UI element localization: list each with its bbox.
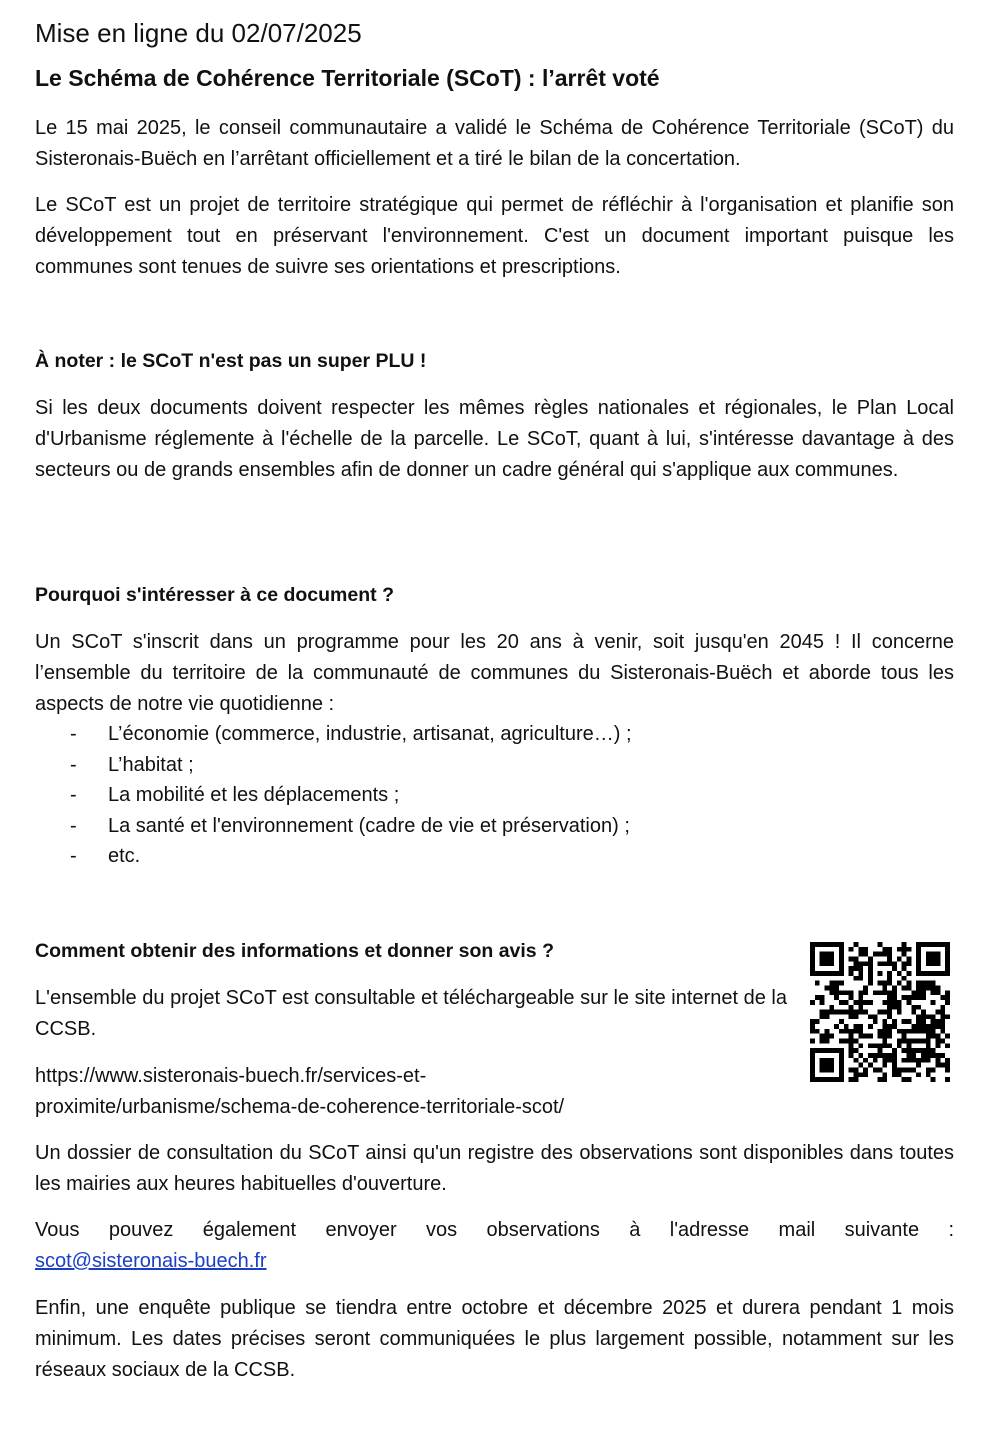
intro-paragraph-2: Le SCoT est un projet de territoire stratégique qui permet de réfléchir à l'organisation et planifie son développement tout en préservant l'environnement. C'est un document important puisque les communes sont tenues de suivre ses orientations et prescriptions. [35, 194, 954, 278]
info-heading: Comment obtenir des informations et donner son avis ? [35, 940, 554, 962]
list-item [35, 841, 954, 872]
list-item-text: L’habitat ; [108, 753, 194, 776]
why-paragraph: Un SCoT s'inscrit dans un programme pour les 20 ans à venir, soit jusqu'en 2045 ! Il concerne l’ensemble du territoire de la communauté de communes du Sisteronais-Buëch et aborde tous les aspects de notre vie quotidienne : [35, 631, 954, 715]
info-paragraph-3-text: Vous pouvez également envoyer vos observations à l'adresse mail suivante : [35, 1219, 954, 1241]
bullet-dash: - [70, 723, 77, 745]
topics-list [35, 719, 954, 872]
note-heading: À noter : le SCoT n'est pas un super PLU ! [35, 350, 427, 372]
list-item-text: La santé et l'environnement (cadre de vie et préservation) ; [108, 814, 630, 837]
publication-date: Mise en ligne du 02/07/2025 [35, 18, 362, 48]
info-paragraph-1: L'ensemble du projet SCoT est consultable et téléchargeable sur le site internet de la CCSB. [35, 987, 787, 1040]
list-item-text: La mobilité et les déplacements ; [108, 784, 400, 807]
list-item-text: etc. [108, 845, 141, 868]
project-url-line-2: proximite/urbanisme/schema-de-coherence-territoriale-scot/ [35, 1096, 565, 1118]
intro-paragraph-1: Le 15 mai 2025, le conseil communautaire a validé le Schéma de Cohérence Territoriale (SCoT) du Sisteronais-Buëch en l’arrêtant officiellement et a tiré le bilan de la concertation. [35, 117, 954, 170]
list-item [35, 811, 954, 842]
bullet-dash: - [70, 784, 77, 807]
list-item [35, 780, 954, 811]
project-url[interactable] [35, 1061, 795, 1123]
note-paragraph: Si les deux documents doivent respecter les mêmes règles nationales et régionales, le Plan Local d'Urbanisme réglemente à l'échelle de la parcelle. Le SCoT, quant à lui, s'intéresse davantage à des secteurs ou de grands ensembles afin de donner un cadre général qui s'applique aux communes. [35, 397, 954, 481]
list-item [35, 719, 954, 750]
why-heading: Pourquoi s'intéresser à ce document ? [35, 584, 394, 606]
info-paragraph-4: Enfin, une enquête publique se tiendra entre octobre et décembre 2025 et durera pendant 1 mois minimum. Les dates précises seront communiquées le plus largement possible, notamment sur les réseaux sociaux de la CCSB. [35, 1297, 954, 1381]
bullet-dash: - [70, 845, 77, 868]
page-title: Le Schéma de Cohérence Territoriale (SCoT) : l’arrêt voté [35, 65, 660, 91]
email-link[interactable]: scot@sisteronais-buech.fr [35, 1250, 267, 1272]
list-item [35, 750, 954, 781]
info-paragraph-2: Un dossier de consultation du SCoT ainsi qu'un registre des observations sont disponibles dans toutes les mairies aux heures habituelles d'ouverture. [35, 1142, 954, 1195]
info-paragraph-3 [35, 1215, 954, 1277]
list-item-text: L’économie (commerce, industrie, artisanat, agriculture…) ; [108, 723, 632, 745]
project-url-line-1: https://www.sisteronais-buech.fr/services-et- [35, 1065, 427, 1087]
bullet-dash: - [70, 814, 77, 837]
bullet-dash: - [70, 753, 77, 776]
qr-code-icon[interactable] [810, 942, 950, 1082]
